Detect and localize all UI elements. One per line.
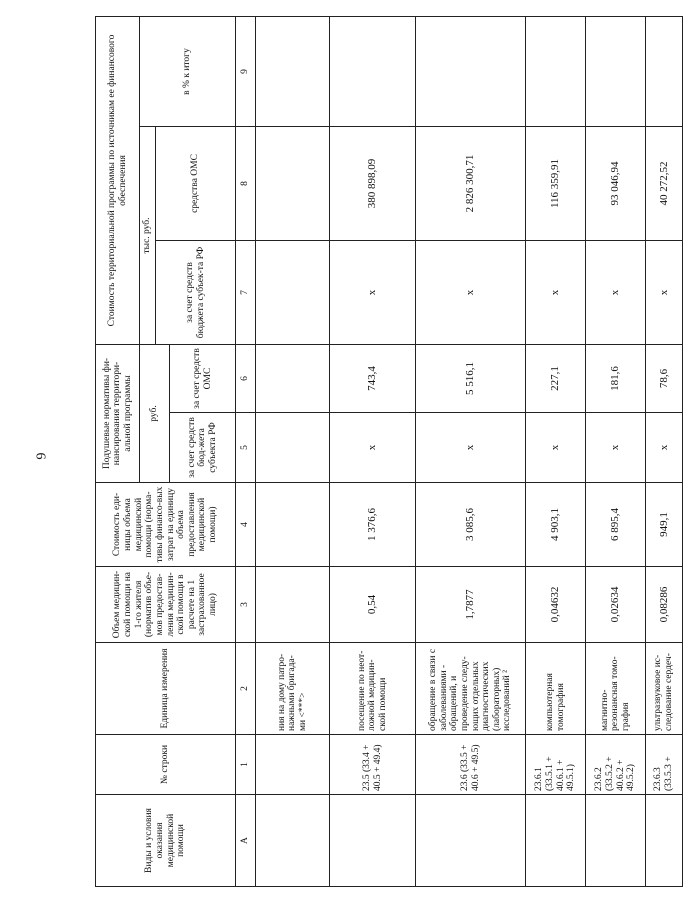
cell-norm-budget: х (586, 413, 646, 483)
col-num: 1 (236, 735, 256, 795)
cell-cost-oms: 116 359,91 (526, 126, 586, 240)
header-col-6: за счет средств ОМС (170, 344, 236, 412)
cell-cost-budget (256, 240, 330, 344)
medical-care-table (95, 16, 683, 887)
cell-volume: 0,02634 (586, 567, 646, 643)
header-rub: руб. (140, 344, 170, 482)
cell-percent (646, 16, 683, 126)
cell-cost-budget: х (330, 240, 416, 344)
cell-unit-cost: 949,1 (646, 483, 683, 567)
table-row (330, 16, 416, 886)
cell-norm-budget (256, 413, 330, 483)
table-row (256, 16, 330, 886)
cell-line-number: 23.5 (33.4 + 40.5 + 49.4) (330, 735, 416, 795)
cell-percent (416, 16, 526, 126)
cell-care-type (330, 795, 416, 887)
cell-norm-oms: 743,4 (330, 344, 416, 412)
rotated-table-wrapper (95, 17, 674, 887)
cell-cost-budget: х (586, 240, 646, 344)
cell-unit: ния на дому патро-нажными бригада-ми <***> (256, 643, 330, 735)
cell-percent (526, 16, 586, 126)
cell-care-type (256, 795, 330, 887)
cell-cost-oms (256, 126, 330, 240)
table-row (526, 16, 586, 886)
col-num: 9 (236, 16, 256, 126)
cell-unit-cost (256, 483, 330, 567)
col-num: А (236, 795, 256, 887)
cell-unit: магнитно-резонансная томо-графия (586, 643, 646, 735)
cell-cost-budget: х (416, 240, 526, 344)
cell-norm-budget: х (646, 413, 683, 483)
header-col-4: Стоимость еди-ницы объема медицинской помощи (норма-тивы финансо-вых затрат на единицу объема предоставления медицинской помощи) (96, 483, 236, 567)
cell-line-number: 23.6.2 (33.5.2 + 40.6.2 + 49.5.2) (586, 735, 646, 795)
cell-line-number (256, 735, 330, 795)
cell-cost-oms: 380 898,09 (330, 126, 416, 240)
page-number: 6 (32, 452, 48, 460)
col-num: 3 (236, 567, 256, 643)
cell-volume: 0,54 (330, 567, 416, 643)
header-col-8: средства ОМС (156, 126, 236, 240)
header-col-5: за счет средств бюд-жета субъекта РФ (170, 413, 236, 483)
cell-care-type (416, 795, 526, 887)
cell-unit: обращение в связи с заболеваниями - обращений, и проведение следу-ющих отдельных диагностических (лабораторных) исследований ² (416, 643, 526, 735)
cell-line-number: 23.6.1 (33.5.1 + 40.6.1 + 49.5.1) (526, 735, 586, 795)
cell-unit: посещение по неот-ложной медицин-ской помощи (330, 643, 416, 735)
cell-norm-oms: 181,6 (586, 344, 646, 412)
header-col-7: за счет средств бюджета субъек-та РФ (156, 240, 236, 344)
col-num: 6 (236, 344, 256, 412)
header-group-cost: Стоимость территориальной программы по источникам ее финансового обеспечения (96, 16, 140, 344)
cell-norm-budget: х (416, 413, 526, 483)
cell-norm-oms: 5 516,1 (416, 344, 526, 412)
header-thous-rub: тыс. руб. (140, 126, 156, 344)
table-row (646, 16, 683, 886)
header-group-norm: Подушевые нормативы фи-нансирования территори-альной программы (96, 344, 140, 482)
cell-percent (256, 16, 330, 126)
cell-volume: 1,7877 (416, 567, 526, 643)
cell-percent (330, 16, 416, 126)
header-col-1: № строки (96, 735, 236, 795)
cell-cost-oms: 2 826 300,71 (416, 126, 526, 240)
column-numbers-row (236, 16, 256, 886)
cell-percent (586, 16, 646, 126)
cell-cost-budget: х (646, 240, 683, 344)
cell-cost-oms: 40 272,52 (646, 126, 683, 240)
cell-care-type (526, 795, 586, 887)
cell-unit-cost: 4 903,1 (526, 483, 586, 567)
header-col-a: Виды и условия оказания медицинской помощи (96, 795, 236, 887)
cell-unit-cost: 6 895,4 (586, 483, 646, 567)
cell-line-number: 23.6 (33.5 + 40.6 + 49.5) (416, 735, 526, 795)
cell-unit-cost: 3 085,6 (416, 483, 526, 567)
header-col-3: Объем медицин-ской помощи на 1-го жителя (норматив объе-мов предостав-ления медицин-ской помощи в расчете на 1 застрахованное лицо) (96, 567, 236, 643)
table-row (586, 16, 646, 886)
cell-volume: 0,04632 (526, 567, 586, 643)
cell-care-type (646, 795, 683, 887)
col-num: 4 (236, 483, 256, 567)
cell-line-number: 23.6.3 (33.5.3 + (646, 735, 683, 795)
scanned-table-area (95, 17, 674, 887)
cell-unit: ультразвуковое ис-следование сердеч- (646, 643, 683, 735)
header-row-1 (96, 16, 140, 886)
cell-volume: 0,08286 (646, 567, 683, 643)
col-num: 5 (236, 413, 256, 483)
header-col-2: Единица измерения (96, 643, 236, 735)
cell-cost-budget: х (526, 240, 586, 344)
cell-volume (256, 567, 330, 643)
header-col-9: в % к итогу (140, 16, 236, 126)
table-row (416, 16, 526, 886)
col-num: 2 (236, 643, 256, 735)
cell-norm-oms (256, 344, 330, 412)
cell-unit: компьютерная томография (526, 643, 586, 735)
cell-cost-oms: 93 046,94 (586, 126, 646, 240)
cell-norm-oms: 227,1 (526, 344, 586, 412)
cell-unit-cost: 1 376,6 (330, 483, 416, 567)
cell-norm-oms: 78,6 (646, 344, 683, 412)
col-num: 8 (236, 126, 256, 240)
cell-norm-budget: х (330, 413, 416, 483)
cell-norm-budget: х (526, 413, 586, 483)
cell-care-type (586, 795, 646, 887)
col-num: 7 (236, 240, 256, 344)
